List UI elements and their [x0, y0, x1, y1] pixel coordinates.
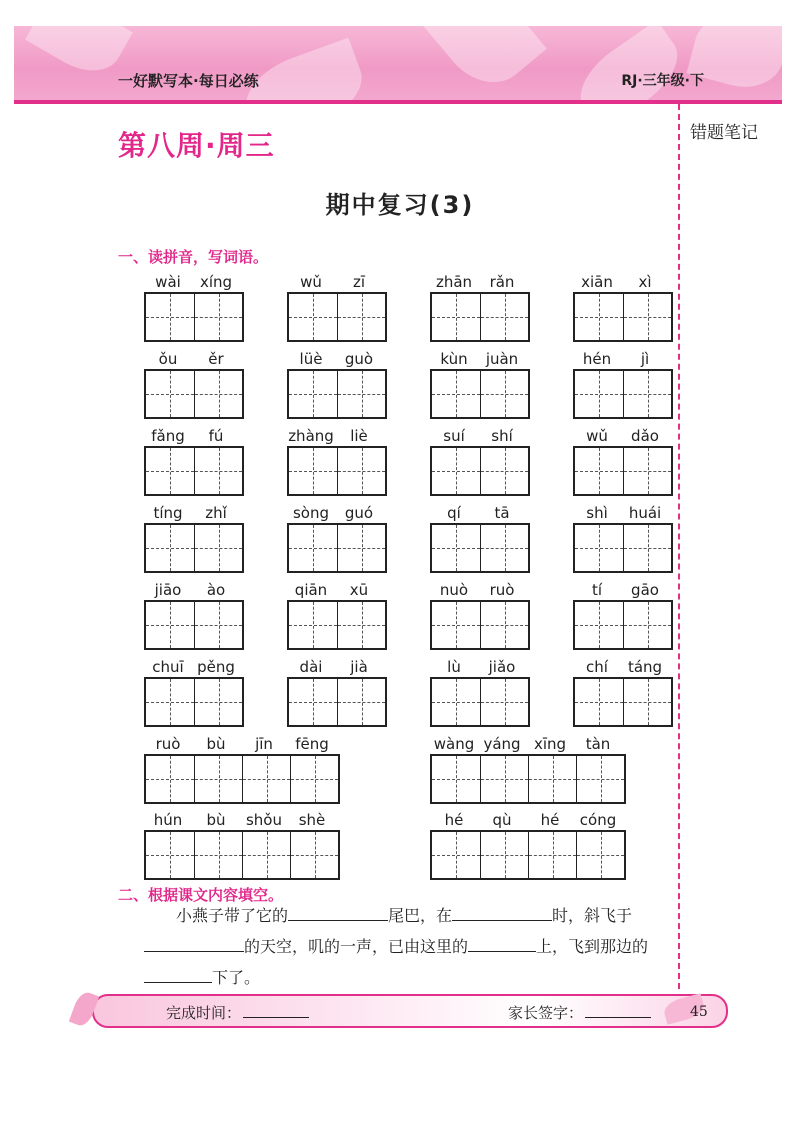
- pinyin-row: [144, 426, 244, 446]
- word-item: [573, 272, 673, 342]
- pinyin-syllable: huái: [628, 504, 662, 522]
- pinyin-row: [430, 657, 530, 677]
- writing-cell[interactable]: [194, 448, 242, 494]
- pinyin-row: [287, 580, 387, 600]
- word-item: [287, 349, 387, 419]
- answer-blank[interactable]: [452, 902, 552, 921]
- word-item: [287, 426, 387, 496]
- word-item: [573, 349, 673, 419]
- pinyin-syllable: qù: [492, 811, 512, 829]
- writing-cell[interactable]: [480, 294, 528, 340]
- writing-grid: [573, 600, 673, 650]
- header-underline: [14, 100, 782, 104]
- pinyin-syllable: liè: [350, 427, 368, 445]
- pinyin-syllable: juàn: [485, 350, 519, 368]
- pinyin-syllable: ruò: [155, 735, 181, 753]
- pinyin-syllable: xīng: [533, 735, 567, 753]
- writing-cell[interactable]: [575, 525, 623, 571]
- pinyin-syllable: táng: [627, 658, 663, 676]
- pinyin-row: [144, 810, 340, 830]
- completion-time: [166, 1002, 309, 1023]
- lesson-title: 期中复习(3): [325, 191, 475, 219]
- writing-cell[interactable]: [623, 679, 671, 725]
- writing-cell[interactable]: [290, 756, 338, 802]
- pinyin-syllable: jiǎo: [488, 658, 516, 676]
- pinyin-syllable: wàng: [433, 735, 475, 753]
- pinyin-syllable: ěr: [208, 350, 224, 368]
- completion-time-label: 完成时间：: [166, 1004, 242, 1022]
- word-item: [573, 657, 673, 727]
- pinyin-syllable: guó: [344, 504, 374, 522]
- pinyin-row: [144, 580, 244, 600]
- writing-cell[interactable]: [575, 602, 623, 648]
- writing-cell[interactable]: [146, 602, 194, 648]
- pinyin-row: [287, 426, 387, 446]
- writing-grid: [287, 292, 387, 342]
- pinyin-row: [573, 349, 673, 369]
- word-item: [287, 503, 387, 573]
- pinyin-syllable: shí: [491, 427, 513, 445]
- writing-cell[interactable]: [337, 371, 385, 417]
- pinyin-row: [573, 272, 673, 292]
- writing-grid: [287, 523, 387, 573]
- writing-cell[interactable]: [623, 525, 671, 571]
- pinyin-syllable: lù: [447, 658, 461, 676]
- writing-cell[interactable]: [575, 679, 623, 725]
- header-banner: [14, 26, 782, 104]
- pinyin-syllable: tàn: [585, 735, 611, 753]
- writing-cell[interactable]: [432, 448, 480, 494]
- pinyin-row: [430, 580, 530, 600]
- pinyin-syllable: tā: [494, 504, 510, 522]
- pinyin-syllable: hún: [153, 811, 183, 829]
- passage-text: 时，斜飞于: [552, 906, 633, 925]
- writing-cell[interactable]: [623, 371, 671, 417]
- writing-cell[interactable]: [575, 371, 623, 417]
- writing-grid: [287, 600, 387, 650]
- writing-cell[interactable]: [575, 448, 623, 494]
- writing-grid: [573, 446, 673, 496]
- writing-cell[interactable]: [575, 294, 623, 340]
- writing-grid: [144, 677, 244, 727]
- week-title: 第八周·周三: [118, 129, 275, 162]
- word-item: [430, 810, 626, 880]
- leaf-decoration: [69, 990, 99, 1029]
- writing-grid: [573, 369, 673, 419]
- word-item: [430, 657, 530, 727]
- writing-grid: [144, 600, 244, 650]
- writing-cell[interactable]: [432, 525, 480, 571]
- word-item: [144, 272, 244, 342]
- writing-grid: [430, 369, 530, 419]
- pinyin-syllable: chí: [586, 658, 608, 676]
- pinyin-syllable: dǎo: [631, 427, 659, 445]
- writing-cell[interactable]: [337, 448, 385, 494]
- word-item: [144, 580, 244, 650]
- writing-cell[interactable]: [623, 448, 671, 494]
- pinyin-syllable: tíng: [153, 504, 183, 522]
- pinyin-syllable: ruò: [489, 581, 515, 599]
- pinyin-row: [144, 503, 244, 523]
- parent-signature-blank[interactable]: [585, 1003, 651, 1018]
- writing-grid: [144, 369, 244, 419]
- pinyin-syllable: fēng: [295, 735, 329, 753]
- pinyin-row: [430, 272, 530, 292]
- pinyin-syllable: qí: [447, 504, 461, 522]
- pinyin-row: [144, 657, 244, 677]
- pinyin-syllable: fǎng: [151, 427, 185, 445]
- writing-cell[interactable]: [146, 448, 194, 494]
- section-2-title: 二、根据课文内容填空。: [118, 886, 284, 904]
- pinyin-row: [430, 734, 626, 754]
- word-item: [144, 503, 244, 573]
- word-item: [573, 503, 673, 573]
- pinyin-syllable: zhān: [435, 273, 473, 291]
- writing-grid: [430, 523, 530, 573]
- writing-cell[interactable]: [480, 756, 528, 802]
- pinyin-row: [573, 657, 673, 677]
- petal-decoration: [421, 26, 547, 100]
- writing-cell[interactable]: [194, 679, 242, 725]
- pinyin-syllable: dài: [299, 658, 323, 676]
- writing-grid: [430, 600, 530, 650]
- pinyin-syllable: chuī: [152, 658, 184, 676]
- writing-grid: [573, 677, 673, 727]
- fill-in-passage: [144, 900, 680, 993]
- writing-grid: [430, 292, 530, 342]
- writing-cell[interactable]: [194, 294, 242, 340]
- petal-decoration: [25, 26, 133, 84]
- writing-cell[interactable]: [194, 756, 242, 802]
- pinyin-row: [287, 657, 387, 677]
- pinyin-syllable: nuò: [439, 581, 469, 599]
- pinyin-syllable: tí: [591, 581, 603, 599]
- writing-cell[interactable]: [289, 525, 337, 571]
- completion-time-blank[interactable]: [243, 1003, 309, 1018]
- pinyin-syllable: jīn: [255, 735, 273, 753]
- word-item: [144, 349, 244, 419]
- parent-signature-label: 家长签字：: [508, 1004, 584, 1022]
- writing-cell[interactable]: [146, 371, 194, 417]
- writing-cell[interactable]: [480, 832, 528, 878]
- writing-cell[interactable]: [337, 679, 385, 725]
- writing-cell[interactable]: [576, 832, 624, 878]
- word-item: [144, 810, 340, 880]
- pinyin-row: [287, 349, 387, 369]
- writing-cell[interactable]: [194, 832, 242, 878]
- writing-cell[interactable]: [432, 602, 480, 648]
- grade-label: RJ·三年级·下: [621, 73, 704, 89]
- writing-cell[interactable]: [194, 525, 242, 571]
- word-item: [287, 657, 387, 727]
- writing-cell[interactable]: [289, 371, 337, 417]
- pinyin-syllable: sòng: [292, 504, 330, 522]
- writing-cell[interactable]: [432, 679, 480, 725]
- pinyin-syllable: rǎn: [489, 273, 515, 291]
- writing-cell[interactable]: [337, 525, 385, 571]
- writing-grid: [287, 369, 387, 419]
- pinyin-syllable: fú: [208, 427, 224, 445]
- word-item: [573, 426, 673, 496]
- writing-cell[interactable]: [576, 756, 624, 802]
- writing-grid: [573, 292, 673, 342]
- pinyin-syllable: xiān: [581, 273, 613, 291]
- pinyin-syllable: shè: [298, 811, 326, 829]
- writing-cell[interactable]: [146, 679, 194, 725]
- notes-title: 错题笔记: [690, 123, 758, 143]
- notes-divider: [678, 104, 680, 989]
- pinyin-row: [573, 580, 673, 600]
- writing-cell[interactable]: [480, 448, 528, 494]
- pinyin-syllable: zhàng: [288, 427, 334, 445]
- pinyin-syllable: hé: [444, 811, 464, 829]
- writing-grid: [144, 830, 340, 880]
- writing-cell[interactable]: [289, 679, 337, 725]
- pinyin-row: [287, 503, 387, 523]
- writing-grid: [430, 446, 530, 496]
- writing-cell[interactable]: [146, 294, 194, 340]
- pinyin-syllable: cóng: [579, 811, 617, 829]
- pinyin-syllable: shǒu: [245, 811, 282, 829]
- pinyin-syllable: zī: [352, 273, 366, 291]
- pinyin-syllable: wǔ: [300, 273, 322, 291]
- writing-cell[interactable]: [480, 525, 528, 571]
- word-item: [144, 734, 340, 804]
- writing-cell[interactable]: [194, 602, 242, 648]
- page-number: 45: [690, 1004, 708, 1020]
- pinyin-syllable: bù: [206, 811, 226, 829]
- pinyin-syllable: jiāo: [154, 581, 182, 599]
- pinyin-syllable: suí: [443, 427, 465, 445]
- writing-grid: [287, 446, 387, 496]
- writing-cell[interactable]: [242, 832, 290, 878]
- writing-grid: [430, 830, 626, 880]
- pinyin-syllable: xì: [638, 273, 652, 291]
- pinyin-syllable: hé: [540, 811, 560, 829]
- writing-cell[interactable]: [623, 602, 671, 648]
- pinyin-syllable: xíng: [199, 273, 233, 291]
- answer-blank[interactable]: [288, 902, 388, 921]
- writing-cell[interactable]: [146, 525, 194, 571]
- writing-cell[interactable]: [480, 371, 528, 417]
- writing-cell[interactable]: [480, 602, 528, 648]
- writing-cell[interactable]: [242, 756, 290, 802]
- writing-cell[interactable]: [432, 371, 480, 417]
- writing-grid: [144, 523, 244, 573]
- pinyin-row: [430, 810, 626, 830]
- pinyin-syllable: pěng: [197, 658, 235, 676]
- pinyin-syllable: wǔ: [586, 427, 608, 445]
- writing-cell[interactable]: [289, 448, 337, 494]
- pinyin-syllable: yáng: [483, 735, 521, 753]
- answer-blank[interactable]: [144, 933, 244, 952]
- writing-grid: [573, 523, 673, 573]
- word-item: [287, 272, 387, 342]
- writing-cell[interactable]: [432, 832, 480, 878]
- word-item: [287, 580, 387, 650]
- word-item: [573, 580, 673, 650]
- pinyin-row: [144, 734, 340, 754]
- word-item: [430, 426, 530, 496]
- passage-text: 的天空，叽的一声，已由这里的: [244, 937, 469, 956]
- word-item: [144, 426, 244, 496]
- series-name: 一好默写本·每日必练: [118, 72, 259, 90]
- word-item: [430, 580, 530, 650]
- writing-cell[interactable]: [337, 294, 385, 340]
- pinyin-syllable: lüè: [299, 350, 323, 368]
- pinyin-syllable: jì: [640, 350, 650, 368]
- writing-grid: [430, 754, 626, 804]
- pinyin-syllable: kùn: [440, 350, 468, 368]
- pinyin-syllable: shì: [586, 504, 608, 522]
- writing-grid: [144, 292, 244, 342]
- pinyin-syllable: wài: [155, 273, 181, 291]
- pinyin-syllable: ǒu: [158, 350, 178, 368]
- word-item: [430, 349, 530, 419]
- pinyin-row: [430, 426, 530, 446]
- pinyin-syllable: gāo: [631, 581, 659, 599]
- writing-cell[interactable]: [337, 602, 385, 648]
- writing-grid: [430, 677, 530, 727]
- writing-cell[interactable]: [290, 832, 338, 878]
- petal-decoration: [567, 26, 692, 104]
- pinyin-row: [144, 349, 244, 369]
- pinyin-row: [573, 503, 673, 523]
- writing-cell[interactable]: [146, 832, 194, 878]
- pinyin-row: [573, 426, 673, 446]
- pinyin-syllable: jià: [350, 658, 368, 676]
- parent-signature: [508, 1002, 651, 1023]
- answer-blank[interactable]: [468, 933, 536, 952]
- pinyin-syllable: guò: [344, 350, 374, 368]
- passage-text: 下了。: [212, 968, 261, 987]
- writing-grid: [287, 677, 387, 727]
- word-item: [430, 503, 530, 573]
- writing-cell[interactable]: [432, 756, 480, 802]
- writing-cell[interactable]: [623, 294, 671, 340]
- writing-cell[interactable]: [528, 832, 576, 878]
- writing-cell[interactable]: [432, 294, 480, 340]
- pinyin-syllable: xū: [349, 581, 369, 599]
- writing-cell[interactable]: [528, 756, 576, 802]
- pinyin-row: [430, 349, 530, 369]
- writing-grid: [144, 446, 244, 496]
- writing-cell[interactable]: [289, 294, 337, 340]
- pinyin-syllable: bù: [206, 735, 226, 753]
- pinyin-syllable: qiān: [294, 581, 328, 599]
- writing-cell[interactable]: [289, 602, 337, 648]
- pinyin-syllable: hén: [582, 350, 612, 368]
- word-item: [430, 272, 530, 342]
- pinyin-syllable: zhǐ: [205, 504, 227, 522]
- answer-blank[interactable]: [144, 964, 212, 983]
- writing-cell[interactable]: [146, 756, 194, 802]
- pinyin-row: [430, 503, 530, 523]
- passage-text: 小燕子带了它的: [176, 906, 289, 925]
- pinyin-row: [144, 272, 244, 292]
- word-item: [430, 734, 626, 804]
- pinyin-syllable: ào: [206, 581, 226, 599]
- word-item: [144, 657, 244, 727]
- passage-text: 上，飞到那边的: [536, 937, 649, 956]
- section-1-title: 一、读拼音，写词语。: [118, 248, 269, 266]
- writing-cell[interactable]: [480, 679, 528, 725]
- passage-text: 尾巴，在: [388, 906, 453, 925]
- writing-grid: [144, 754, 340, 804]
- pinyin-row: [287, 272, 387, 292]
- writing-cell[interactable]: [194, 371, 242, 417]
